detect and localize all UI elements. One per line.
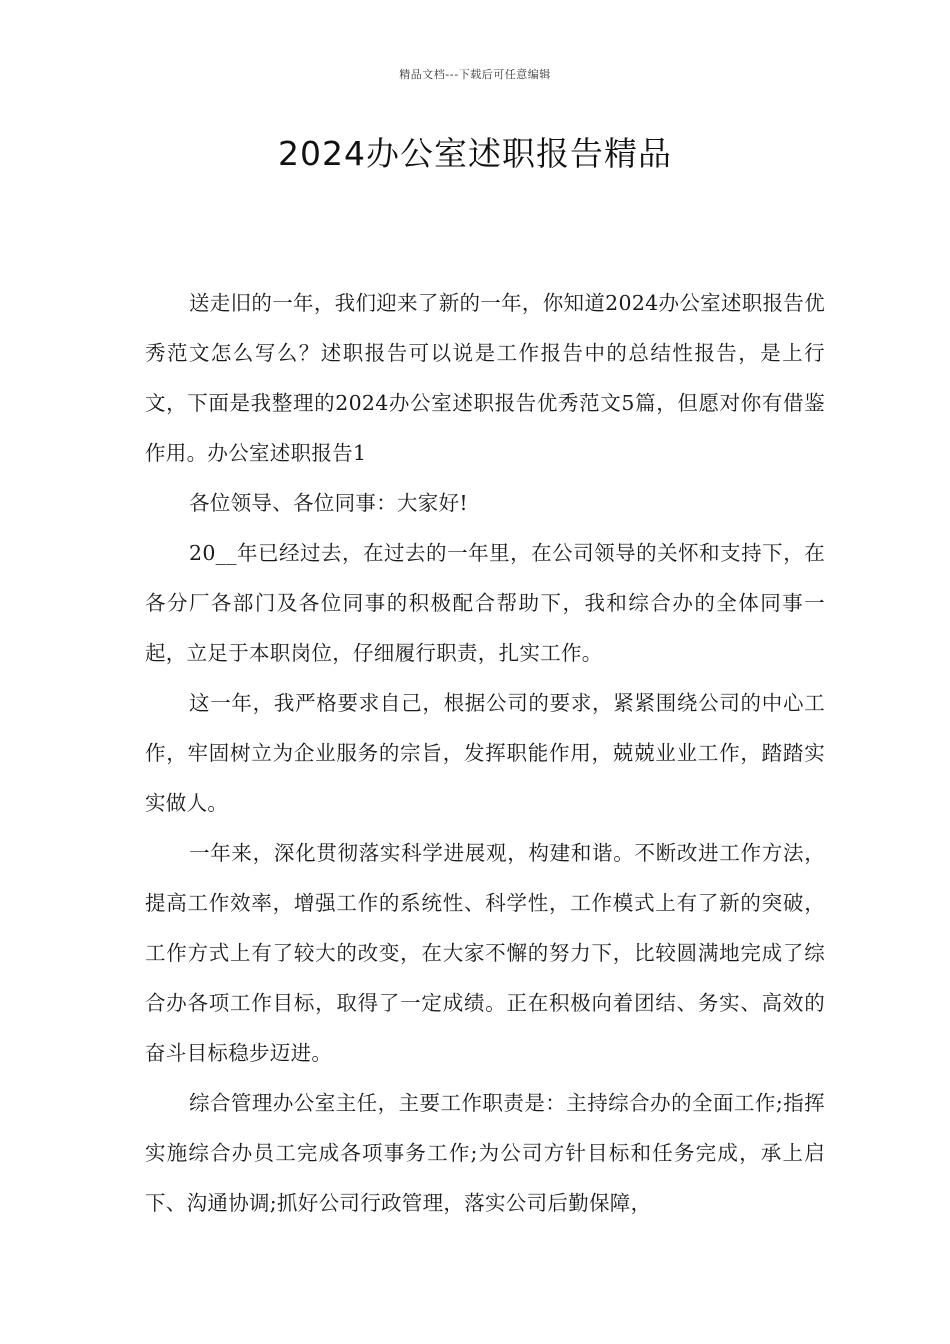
paragraph-duties: 综合管理办公室主任，主要工作职责是：主持综合办的全面工作;指挥实施综合办员工完成各项事务工作;为公司方针目标和任务完成，承上启下、沟通协调;抓好公司行政管理，落实公司后勤保障， bbox=[145, 1091, 825, 1215]
document-title: 2024办公室述职报告精品 bbox=[278, 134, 672, 173]
paragraph-greeting: 各位领导、各位同事：大家好! bbox=[189, 491, 468, 515]
document-body bbox=[145, 278, 825, 1228]
paragraph-intro: 送走旧的一年，我们迎来了新的一年，你知道2024办公室述职报告优秀范文怎么写么？述职报告可以说是工作报告中的总结性报告，是上行文，下面是我整理的2024办公室述职报告优秀范文5篇，但愿对你有借鉴作用。办公室述职报告1 bbox=[145, 291, 825, 465]
paragraph-self-requirement: 这一年，我严格要求自己，根据公司的要求，紧紧围绕公司的中心工作，牢固树立为企业服务的宗旨，发挥职能作用，兢兢业业工作，踏踏实实做人。 bbox=[145, 691, 825, 815]
paragraph-achievements: 一年来，深化贯彻落实科学进展观，构建和谐。不断改进工作方法，提高工作效率，增强工作的系统性、科学性，工作模式上有了新的突破，工作方式上有了较大的改变，在大家不懈的努力下，比较圆满地完成了综合办各项工作目标，取得了一定成绩。正在积极向着团结、务实、高效的奋斗目标稳步迈进。 bbox=[145, 841, 825, 1065]
page-header-tagline: 精品文档---下载后可任意编辑 bbox=[399, 68, 551, 81]
paragraph-year-review: 20__年已经过去，在过去的一年里，在公司领导的关怀和支持下，在各分厂各部门及各位同事的积极配合帮助下，我和综合办的全体同事一起，立足于本职岗位，仔细履行职责，扎实工作。 bbox=[145, 541, 825, 665]
